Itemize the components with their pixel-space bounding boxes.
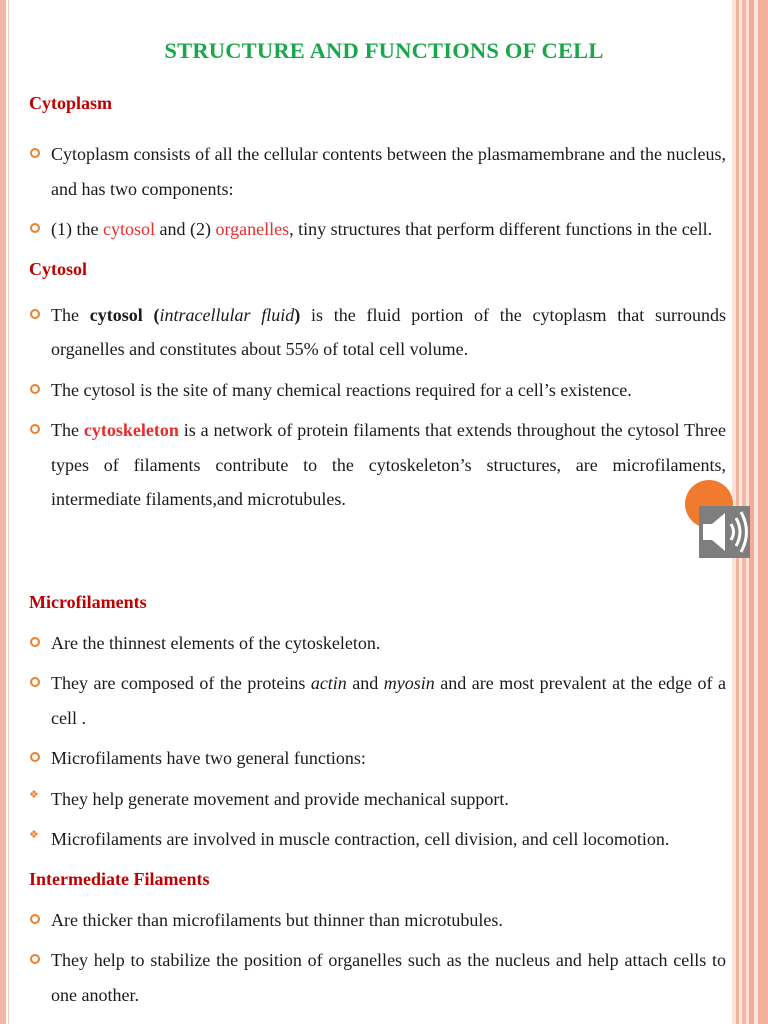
term-cytoskeleton: cytoskeleton	[83, 420, 179, 440]
list-item	[29, 943, 726, 1012]
list-item	[29, 298, 726, 367]
circle-bullet-icon	[30, 424, 40, 434]
text-run: The	[51, 420, 84, 440]
diamond-bullet-icon: ❖	[29, 828, 39, 841]
slide-title: STRUCTURE AND FUNCTIONS OF CELL	[164, 38, 604, 63]
term-intracellular-fluid: intracellular fluid	[159, 304, 295, 325]
audio-button[interactable]	[699, 506, 750, 558]
list-item	[29, 413, 726, 517]
text-run: The	[51, 304, 90, 325]
paragraph-text: They help generate movement and provide mechanical support.	[51, 788, 509, 809]
heading-cytoplasm: Cytoplasm	[29, 93, 113, 113]
list-item	[29, 822, 726, 857]
circle-bullet-icon	[30, 677, 40, 687]
list-item	[29, 741, 726, 776]
text-run: )	[294, 304, 301, 325]
diamond-bullet-icon: ❖	[29, 787, 39, 801]
text-run: is a network of protein filaments that extends throughout the cytosol Three types of filaments contribute to the cytoskeleton’s structures, are microfilaments, intermediate filaments,and microtubules.	[51, 420, 727, 509]
list-item	[29, 782, 726, 817]
term-myosin: myosin	[383, 673, 435, 693]
term-cytosol-bold: cytosol (	[89, 304, 160, 325]
paragraph-text: The cytosol is the site of many chemical reactions required for a cell’s existence.	[51, 379, 632, 400]
list-item	[29, 666, 726, 735]
text-run: is the fluid portion of the cytoplasm that surrounds organelles and constitutes about 55% of total cell volume.	[51, 304, 727, 359]
list-item	[29, 212, 726, 247]
heading-intermediate-filaments: Intermediate Filaments	[29, 868, 210, 889]
term-cytosol: cytosol	[102, 219, 155, 239]
paragraph-text: Microfilaments are involved in muscle contraction, cell division, and cell locomotion.	[51, 829, 670, 849]
text-run: They are composed of the proteins	[51, 673, 311, 693]
text-run: and are most prevalent at the edge of a cell .	[51, 673, 726, 728]
text-run: , tiny structures that perform different functions in the cell.	[289, 219, 713, 239]
text-run: and	[346, 673, 384, 693]
list-item	[29, 626, 726, 661]
term-actin: actin	[310, 673, 347, 693]
list-item	[29, 137, 726, 206]
text-run: (1) the	[51, 219, 103, 239]
circle-bullet-icon	[30, 954, 40, 964]
paragraph-text: Cytoplasm consists of all the cellular contents between the plasmamembrane and the nucleus, and has two components:	[51, 144, 726, 199]
term-organelles: organelles	[215, 219, 290, 239]
circle-bullet-icon	[30, 384, 40, 394]
circle-bullet-icon	[30, 752, 40, 762]
list-item	[29, 373, 726, 408]
heading-microfilaments: Microfilaments	[29, 591, 147, 612]
circle-bullet-icon	[30, 148, 40, 158]
left-border-line	[8, 0, 9, 1024]
left-border	[0, 0, 6, 1024]
slide-content	[29, 91, 726, 1012]
heading-cytosol: Cytosol	[29, 258, 87, 279]
text-run: and (2)	[154, 219, 216, 239]
paragraph-text: Microfilaments have two general functions:	[51, 748, 366, 768]
circle-bullet-icon	[30, 637, 40, 647]
paragraph-text: They help to stabilize the position of organelles such as the nucleus and help attach cells to one another.	[51, 950, 726, 1005]
circle-bullet-icon	[30, 223, 40, 233]
list-item	[29, 903, 726, 938]
paragraph-text: Are thicker than microfilaments but thinner than microtubules.	[51, 909, 503, 930]
circle-bullet-icon	[30, 309, 40, 319]
circle-bullet-icon	[30, 914, 40, 924]
paragraph-text: Are the thinnest elements of the cytoskeleton.	[51, 632, 381, 653]
speaker-icon	[699, 506, 750, 558]
